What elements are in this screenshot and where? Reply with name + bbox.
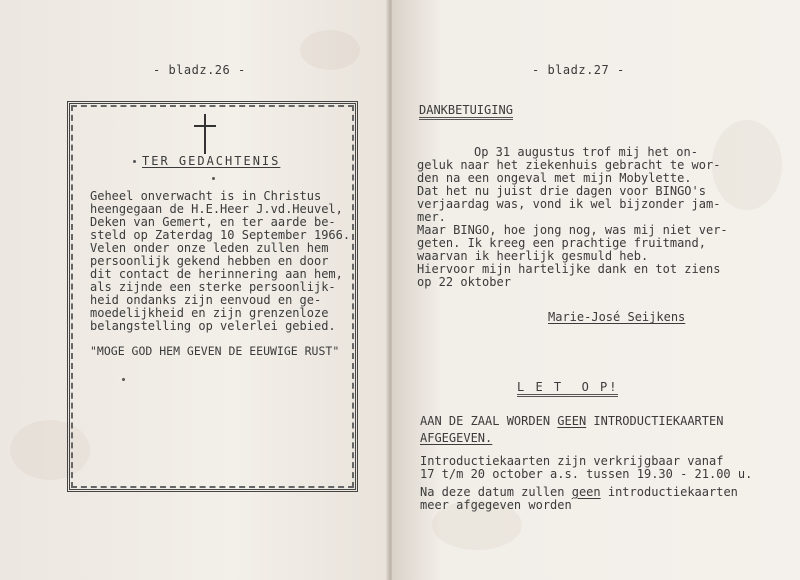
memorial-line: moedelijkheid en zijn grenzenloze (90, 306, 329, 320)
notice-line (420, 415, 723, 427)
notice-line-end: INTRODUCTIEKAARTEN (586, 414, 724, 428)
notice-para-emphasis: geen (571, 485, 601, 499)
page-number-right: - bladz.27 - (532, 63, 625, 77)
memorial-heading: TER GEDACHTENIS (142, 154, 281, 168)
notice-line-start: AAN DE ZAAL WORDEN (420, 414, 558, 428)
thanks-line: verjaardag was, vond ik wel bijzonder jam- (417, 197, 721, 211)
thanks-signature: Marie-José Seijkens (548, 310, 686, 324)
notice-paragraph-line: Introductiekaarten zijn verkrijgbaar vanaf (420, 454, 724, 468)
thanks-line: Op 31 augustus trof mij het on- (474, 145, 698, 159)
memorial-line: dit contact de herinnering aan hem, (90, 267, 343, 281)
cross-icon (194, 114, 216, 154)
thanks-line: Hiervoor mijn hartelijke dank en tot ziens (417, 262, 721, 276)
thanks-line: geluk naar het ziekenhuis gebracht te wor- (417, 158, 721, 172)
memorial-line: Geheel onverwacht is in Christus (90, 189, 322, 203)
notice-heading: L E T O P! (517, 381, 618, 397)
memorial-line: heid ondanks zijn eenvoud en ge- (90, 293, 322, 307)
dot-mark (212, 177, 215, 180)
notice-line-2: AFGEGEVEN. (420, 431, 493, 445)
thanks-line: Maar BINGO, hoe jong nog, was mij niet ver- (417, 223, 728, 237)
notice-para-end: introductiekaarten (600, 485, 738, 499)
thanks-line: mer. (417, 210, 446, 224)
notice-paragraph-line (420, 486, 738, 498)
notice-emphasis: GEEN (557, 414, 587, 428)
dot-mark (122, 378, 125, 381)
memorial-line: heengegaan de H.E.Heer J.vd.Heuvel, (90, 202, 343, 216)
notice-para-start: Na deze datum zullen (420, 485, 572, 499)
notice-paragraph-line: 17 t/m 20 october a.s. tussen 19.30 - 21.00 u. (420, 467, 753, 481)
thanks-line: waarvan ik heerlijk gesmuld heb. (417, 249, 649, 263)
memorial-line: steld op Zaterdag 10 September 1966. (90, 228, 351, 242)
right-page (392, 0, 800, 580)
thanks-heading: DANKBETUIGING (419, 104, 513, 120)
memorial-line: als zijnde een sterke persoonlijk- (90, 280, 336, 294)
thanks-line: geten. Ik kreeg een prachtige fruitmand, (417, 236, 706, 250)
thanks-line: den na een ongeval met mijn Mobylette. (417, 171, 692, 185)
left-page (0, 0, 392, 580)
memorial-line: Deken van Gemert, en ter aarde be- (90, 215, 336, 229)
bullet-dot (133, 160, 136, 163)
memorial-line: belangstelling op velerlei gebied. (90, 319, 336, 333)
memorial-line: persoonlijk gekend hebben en door (90, 254, 329, 268)
thanks-line: op 22 oktober (417, 275, 511, 289)
thanks-line: Dat het nu juist drie dagen voor BINGO's (417, 184, 706, 198)
page-number-left: - bladz.26 - (153, 63, 246, 77)
memorial-line: Velen onder onze leden zullen hem (90, 241, 329, 255)
notice-paragraph-line: meer afgegeven worden (420, 498, 572, 512)
memorial-closing: "MOGE GOD HEM GEVEN DE EEUWIGE RUST" (90, 344, 340, 358)
